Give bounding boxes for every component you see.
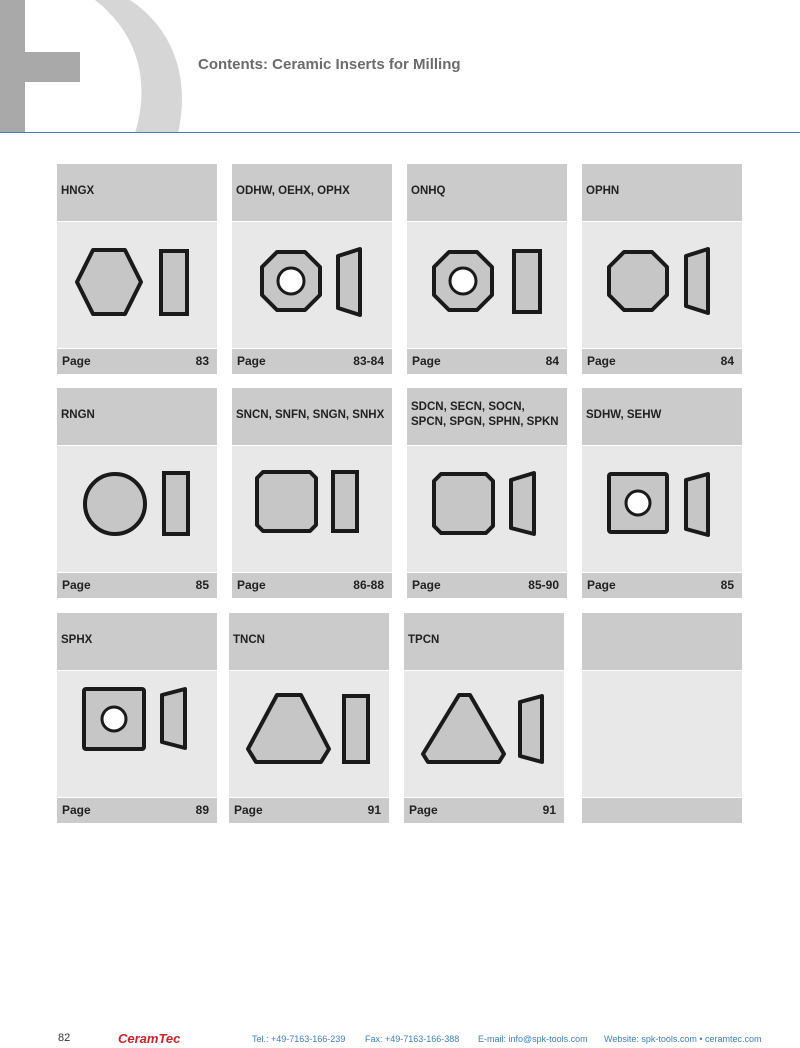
card-title: ODHW, OEHX, OPHX xyxy=(236,185,350,197)
insert-hole xyxy=(102,707,126,731)
card-illustration xyxy=(404,671,564,797)
page-number: 84 xyxy=(545,354,559,368)
page-label: Page xyxy=(62,354,91,368)
page-label: Page xyxy=(587,354,616,368)
insert-card-rngn[interactable] xyxy=(57,388,217,598)
card-footer xyxy=(582,349,742,374)
card-footer xyxy=(232,573,392,598)
page-label: Page xyxy=(237,354,266,368)
insert-front-shape xyxy=(85,474,145,534)
page-label: Page xyxy=(412,578,441,592)
card-illustration xyxy=(57,671,217,797)
card-title: HNGX xyxy=(61,185,95,197)
insert-side-shape xyxy=(514,251,540,312)
card-header xyxy=(232,388,392,445)
card-title: OPHN xyxy=(586,185,620,197)
card-footer xyxy=(57,349,217,374)
page-number: 86-88 xyxy=(353,578,384,592)
insert-card-sphx[interactable] xyxy=(57,613,217,823)
page-number: 84 xyxy=(720,354,734,368)
page-label: Page xyxy=(62,578,91,592)
insert-side-shape xyxy=(344,696,368,762)
card-header xyxy=(232,164,392,221)
insert-card-onhq[interactable] xyxy=(407,164,567,374)
insert-front-shape xyxy=(248,695,329,762)
insert-front-shape xyxy=(423,695,504,762)
card-header xyxy=(57,164,217,221)
card-footer xyxy=(57,573,217,598)
footer-email[interactable]: E-mail: info@spk-tools.com xyxy=(478,1034,588,1044)
page-number: 85 xyxy=(720,578,734,592)
card-footer xyxy=(229,798,389,823)
footer-tel: Tel.: +49-7163-166-239 xyxy=(252,1034,346,1044)
page-number: 85 xyxy=(195,578,209,592)
insert-side-shape xyxy=(162,689,185,748)
card-illustration xyxy=(232,222,392,348)
insert-side-shape xyxy=(686,249,708,313)
footer-website[interactable]: Website: spk-tools.com • ceramtec.com xyxy=(604,1034,762,1044)
insert-card-tncn[interactable] xyxy=(229,613,389,823)
card-header xyxy=(582,388,742,445)
insert-side-shape xyxy=(161,251,187,314)
card-title: SNCN, SNFN, SNGN, SNHX xyxy=(236,409,385,421)
card-footer xyxy=(57,798,217,823)
page-number: 83 xyxy=(195,354,209,368)
insert-card-tpcn[interactable] xyxy=(404,613,564,823)
insert-front-shape xyxy=(257,472,316,531)
insert-hole xyxy=(278,268,304,294)
insert-front-shape xyxy=(434,474,493,533)
card-footer xyxy=(407,573,567,598)
card-title: SPHX xyxy=(61,634,93,646)
insert-card-sncn[interactable] xyxy=(232,388,392,598)
insert-side-shape xyxy=(333,472,357,531)
card-footer xyxy=(404,798,564,823)
card-header xyxy=(582,613,742,670)
insert-side-shape xyxy=(338,249,360,315)
insert-card-ophn[interactable] xyxy=(582,164,742,374)
card-header xyxy=(229,613,389,670)
card-illustration xyxy=(57,446,217,572)
card-illustration xyxy=(232,446,392,572)
insert-hole xyxy=(450,268,476,294)
insert-card-odhw[interactable] xyxy=(232,164,392,374)
card-illustration xyxy=(582,446,742,572)
insert-card-sdcn[interactable] xyxy=(407,388,567,598)
brand-logo: CeramTec xyxy=(118,1031,181,1046)
insert-card-empty xyxy=(582,613,742,823)
card-illustration xyxy=(407,446,567,572)
insert-front-shape xyxy=(609,252,667,310)
page-label: Page xyxy=(62,803,91,817)
page-label: Page xyxy=(234,803,263,817)
page-number: 89 xyxy=(195,803,209,817)
footer-page-number: 82 xyxy=(58,1032,71,1044)
page-title: Contents: Ceramic Inserts for Milling xyxy=(198,56,461,73)
card-illustration xyxy=(407,222,567,348)
insert-side-shape xyxy=(511,473,534,534)
page-label: Page xyxy=(587,578,616,592)
insert-side-shape xyxy=(520,696,542,762)
page-number: 85-90 xyxy=(528,578,559,592)
card-illustration xyxy=(229,671,389,797)
card-header xyxy=(582,164,742,221)
page-label: Page xyxy=(412,354,441,368)
card-illustration xyxy=(582,671,742,797)
card-header xyxy=(57,613,217,670)
header-divider xyxy=(0,132,800,133)
card-title: TPCN xyxy=(408,634,440,646)
page-label: Page xyxy=(237,578,266,592)
card-header xyxy=(407,164,567,221)
card-footer xyxy=(582,798,742,823)
insert-front-shape xyxy=(77,250,141,314)
card-header xyxy=(57,388,217,445)
card-header xyxy=(407,388,567,445)
page-number: 91 xyxy=(367,803,381,817)
card-footer xyxy=(407,349,567,374)
card-title: RNGN xyxy=(61,409,95,421)
footer-fax: Fax: +49-7163-166-388 xyxy=(365,1034,460,1044)
card-title: SDCN, SECN, SOCN, SPCN, SPGN, SPHN, SPKN xyxy=(411,401,559,428)
page-number: 91 xyxy=(542,803,556,817)
page-number: 83-84 xyxy=(353,354,384,368)
page-label: Page xyxy=(409,803,438,817)
insert-card-hngx[interactable] xyxy=(57,164,217,374)
card-illustration xyxy=(582,222,742,348)
card-title: TNCN xyxy=(233,634,265,646)
card-footer xyxy=(232,349,392,374)
card-illustration xyxy=(57,222,217,348)
insert-side-shape xyxy=(164,473,188,534)
card-footer xyxy=(582,573,742,598)
card-title: SDHW, SEHW xyxy=(586,409,662,421)
card-title: ONHQ xyxy=(411,185,446,197)
insert-card-sdhw[interactable] xyxy=(582,388,742,598)
insert-side-shape xyxy=(686,474,708,535)
header-logo-mark xyxy=(0,0,190,133)
page-footer xyxy=(0,1030,800,1048)
insert-hole xyxy=(626,491,650,515)
card-header xyxy=(404,613,564,670)
